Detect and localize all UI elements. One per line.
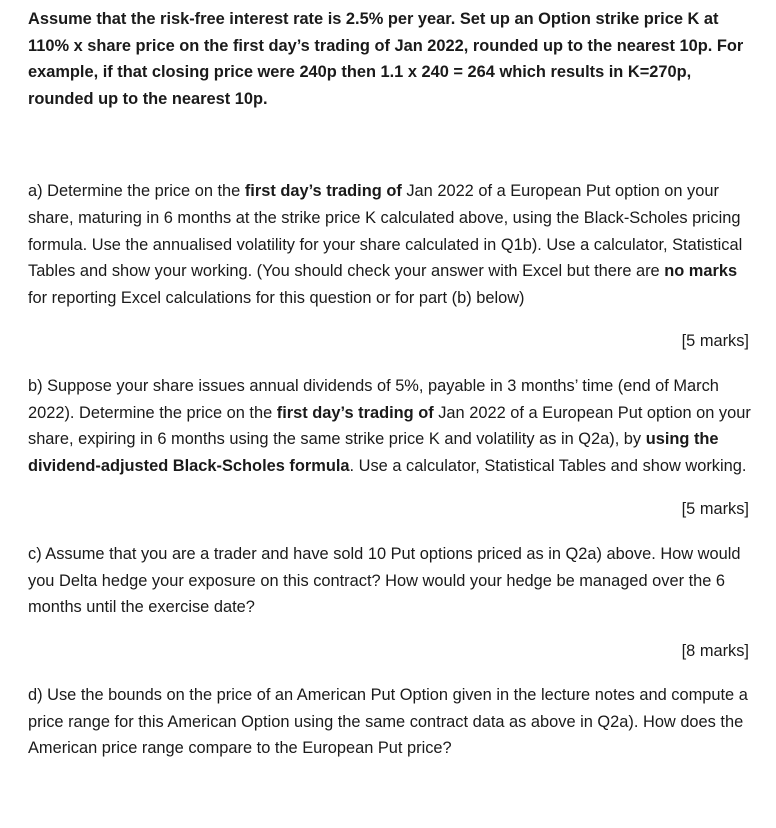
question-b-marks: [5 marks] [681, 500, 749, 519]
question-b-bold-1: first day’s trading of [276, 403, 434, 422]
question-a [28, 178, 756, 311]
question-b-text-1: b) Suppose your share issues annual dividends of 5%, payable in 3 months’ time (end of March 2022). Determine the price on the [28, 376, 719, 422]
question-d: d) Use the bounds on the price of an American Put Option given in the lecture notes and compute a price range for this American Option using the same contract data as above in Q2a). How does the American price range compare to the European Put price? [28, 686, 748, 758]
question-a-bold-1: first day’s trading of [244, 182, 402, 201]
question-a-bold-2: no marks [664, 262, 738, 281]
question-b-text-2: Jan 2022 of a European Put option on your share, expiring in 6 months using the same strike price K and volatility as in Q2a), by [28, 403, 751, 449]
question-a-text-3: for reporting Excel calculations for this question or for part (b) below) [28, 288, 525, 307]
question-b-text-3: . Use a calculator, Statistical Tables and show working. [349, 456, 747, 475]
question-c: c) Assume that you are a trader and have sold 10 Put options priced as in Q2a) above. How would you Delta hedge your exposure on this contract? How would your hedge be managed over the 6 months until the exercise date? [28, 544, 741, 617]
question-a-marks: [5 marks] [681, 332, 749, 351]
question-b-bold-2: using the dividend-adjusted Black-Scholes formula [28, 430, 719, 475]
question-c-marks: [8 marks] [681, 641, 749, 660]
question-a-text-2: Jan 2022 of a European Put option on your share, maturing in 6 months at the strike price K calculated above, using the Black-Scholes pricing formula. Use the annualised volatility for your share calculated in Q1b). Use a calculator, Statistical Tables and show your working. (You should check your answer with Excel but there are [28, 182, 743, 281]
question-b [28, 373, 756, 479]
question-a-text-1: a) Determine the price on the [28, 182, 245, 201]
document-page [28, 6, 756, 762]
intro-paragraph: Assume that the risk-free interest rate is 2.5% per year. Set up an Option strike price K at 110% x share price on the first day’s trading of Jan 2022, rounded up to the nearest 10p. For example, if that closing price were 240p then 1.1 x 240 = 264 which results in K=270p, rounded up to the nearest 10p. [28, 10, 744, 108]
